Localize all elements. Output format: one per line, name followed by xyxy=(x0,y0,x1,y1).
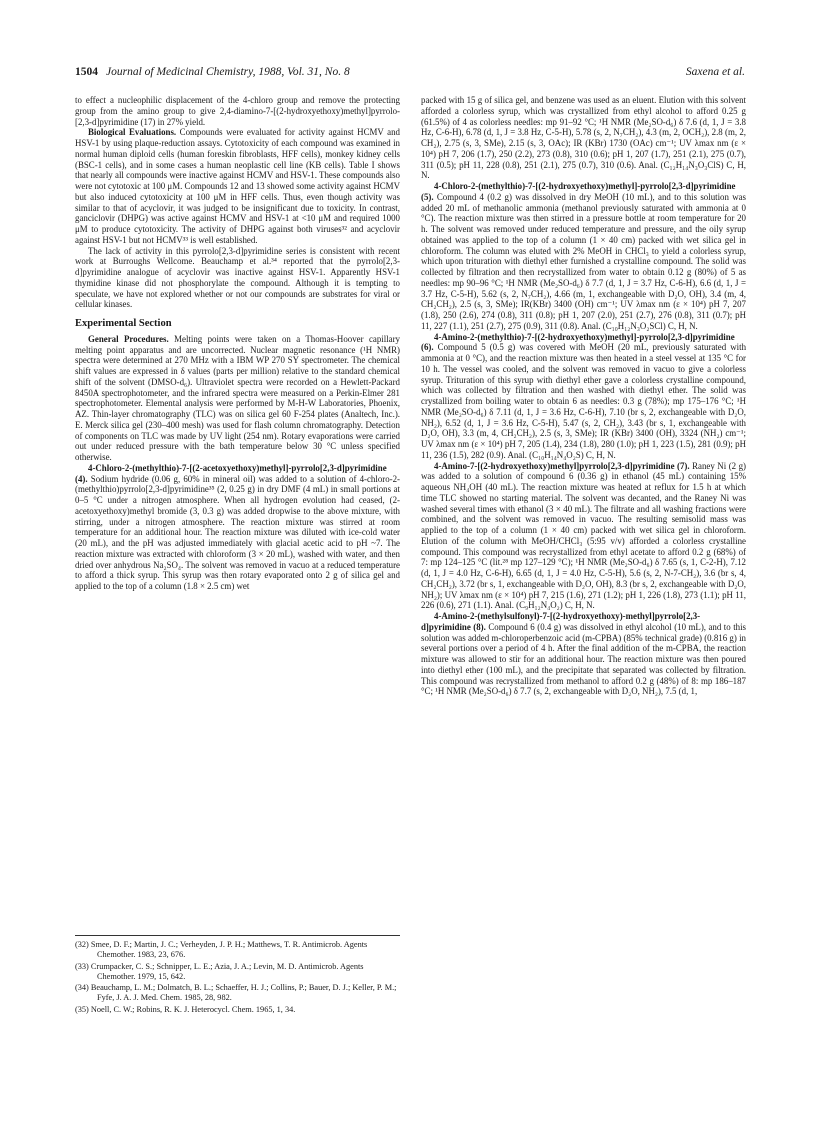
biological-evaluations-paragraph xyxy=(75,127,400,245)
compound-8-title: 4-Amino-2-(methylsulfonyl)-7-[(2-hydroxyethoxy)-methyl]pyrrolo[2,3-d]pyrimidine (8). xyxy=(421,611,701,632)
compound-6-text: Compound 5 (0.5 g) was covered with MeOH (20 mL, previously saturated with ammonia at 0 °C), and the reaction mixture was then heated in a steel vessel at 135 °C for 10 h. The vessel was cooled, and the solvent was removed in vacuo to give a colorless syrup. Trituration of this syrup with diethyl ether gave a colorless crystalline compound, which was collected by filtration and then washed with diethyl ether. The solid was crystallized from boiling water to obtain 6 as needles: 0.3 g (78%); mp 175–176 °C; ¹H NMR (Me₂SO-d₆) δ 7.11 (d, 1, J = 3.6 Hz, C-6-H), 7.10 (br s, 2, exchangeable with D₂O, NH₂), 6.52 (d, 1, J = 3.6 Hz, C-5-H), 5.47 (s, 2, CH₂), 3.43 (br s, 1, exchangeable with D₂O, OH), 3.3 (m, 4, CH₂CH₂), 2.5 (s, 3, SMe); IR (KBr) 3400 (OH), 3324 (NH₂) cm⁻¹; UV λmax nm (ε × 10⁴) pH 7, 205 (1.4), 234 (1.8), 280 (1.0); pH 1, 223 (1.5), 281 (0.9); pH 11, 236 (1.5), 282 (0.9). Anal. (C₁₀H₁₄N₄O₂S) C, H, N. xyxy=(421,342,747,460)
compound-4-paragraph xyxy=(75,463,400,592)
reference-32: (32) Smee, D. F.; Martin, J. C.; Verheyden, J. P. H.; Matthews, T. R. Antimicrob. Agents Chemother. 1983, 23, 676. xyxy=(75,940,368,960)
compound-5-text: Compound 4 (0.2 g) was dissolved in dry MeOH (10 mL), and to this solution was added 20 mL of methanolic ammonia (methanol previously saturated with ammonia at 0 °C). The reaction mixture was then stirred in a pressure bottle at room temperature for 20 h. The solvent was removed under reduced temperature and pressure, and the oily syrup obtained was applied to the top of a column (1 × 40 cm) packed with wet silica gel in chloroform. The column was eluted with 2% MeOH in CHCl₃ to yield a colorless syrup, which upon trituration with diethyl ether furnished a crystalline compound. The solid was collected by filtration and then recrystallized from water to obtain 0.12 g (80%) of 5 as needles: mp 90–96 °C; ¹H NMR (Me₂SO-d₆) δ 7.7 (d, 1, J = 3.7 Hz, C-6-H), 6.6 (d, 1, J = 3.7 Hz, C-5-H), 5.62 (s, 2, N₇CH₂), 4.66 (m, 1, exchangeable with D₂O, OH), 3.4 (m, 4, CH₂CH₂), 2.5 (s, 3, SMe); IR(KBr) 3400 (OH) cm⁻¹; UV λmax nm (ε × 10⁴) pH 7, 207 (1.8), 250 (2.6), 274 (0.8), 311 (0.8); pH 1, 207 (2.0), 251 (2.7), 276 (0.8), 311 (0.7); pH 11, 227 (1.1), 251 (2.7), 275 (0.9), 311 (0.8). Anal. (C₁₀H₁₂N₃O₂SCl) C, H, N. xyxy=(421,191,746,331)
compound-8-paragraph xyxy=(421,611,746,697)
general-procedures-title: General Procedures. xyxy=(88,333,169,344)
compound-7-title: 4-Amino-7-[(2-hydroxyethoxy)methyl]pyrrolo[2,3-d]pyrimidine (7). xyxy=(434,460,690,471)
compound-4-title: 4-Chloro-2-(methylthio)-7-[(2-acetoxyethoxy)methyl]-pyrrolo[2,3-d]pyrimidine (4). xyxy=(75,462,387,484)
compound-4-continued: packed with 15 g of silica gel, and benzene was used as an eluent. Elution with this solvent afforded a colorless syrup, which was crystallized from ethyl alcohol to afford 0.25 g (61.5%) of 4 as colorless needles: mp 91–92 °C; ¹H NMR (Me₂SO-d₆) δ 7.6 (d, 1, J = 3.8 Hz, C-6-H), 6.78 (d, 1, J = 3.8 Hz, C-5-H), 5.78 (s, 2, N₇CH₂), 4.3 (m, 2, OCH₂), 2.8 (m, 2, CH₂), 2.75 (s, 3, SMe), 2.15 (s, 3, OAc); IR (KBr) 1730 (OAc) cm⁻¹; UV λmax nm (ε × 10⁴) pH 7, 206 (1.7), 250 (2.2), 273 (0.8), 310 (0.6); pH 1, 207 (1.7), 251 (2.1), 275 (0.7), 311 (0.5); pH 11, 228 (0.8), 251 (2.1), 275 (0.7), 310 (0.6). Anal. (C₁₂H₁₄N₃O₃ClS) C, H, N. xyxy=(421,95,746,181)
compound-8-text: Compound 6 (0.4 g) was dissolved in ethyl alcohol (10 mL), and to this solution was added m-chloroperbenzoic acid (m-CPBA) (85% technical grade) (0.816 g) in several portions over a period of 4 h. After the final addition of the m-CPBA, the reaction mixture was allowed to stir for an additional hour. The reaction mixture was then poured into diethyl ether (100 mL), and the precipitate that separated was collected by filtration. This compound was recrystallized from methanol to afford 0.2 g (48%) of 8: mp 186–187 °C; ¹H NMR (Me₂SO-d₆) δ 7.7 (s, 2, exchangeable with D₂O, NH₂), 7.5 (d, 1, xyxy=(421,621,747,697)
compound-7-paragraph xyxy=(421,461,746,612)
compound-5-title: 4-Chloro-2-(methylthio)-7-[(2-hydroxyethoxy)methyl]-pyrrolo[2,3-d]pyrimidine (5). xyxy=(421,181,736,202)
general-procedures-paragraph xyxy=(75,334,400,463)
reference-33: (33) Crumpacker, C. S.; Schnipper, L. E.; Azia, J. A.; Levin, M. D. Antimicrob. Agents Chemother. 1979, 15, 642. xyxy=(75,961,364,981)
compound-4-text: Sodium hydride (0.06 g, 60% in mineral oil) was added to a solution of 4-chloro-2-(methylthio)pyrrolo[2,3-d]pyrimidine³⁵ (2, 0.25 g) in dry DMF (4 mL) in small portions at 0–5 °C under a nitrogen atmosphere. When all hydrogen evolution had ceased, (2-acetoxyethoxy)methyl bromide (3, 0.3 g) was added dropwise to the above mixture, with stirring, under a nitrogen atmosphere. The reaction mixture was stirred at room temperature for an additional hour. The reaction mixture was diluted with ice-cold water (20 mL), and the pH was adjusted immediately with glacial acetic acid to pH ~7. The reaction mixture was extracted with chloroform (3 × 20 mL), washed with water, and then dried over anhydrous Na₂SO₄. The solvent was removed in vacuo at a reduced temperature to afford a thick syrup. This syrup was then rotary evaporated onto 2 g of silica gel and applied to the top of a column (1.8 × 2.5 cm) wet xyxy=(75,473,401,591)
right-column xyxy=(421,95,746,697)
compound-6-title: 4-Amino-2-(methylthio)-7-[(2-hydroxyethoxy)methyl]-pyrrolo[2,3-d]pyrimidine (6). xyxy=(421,331,735,353)
biological-evaluations-title: Biological Evaluations. xyxy=(88,127,177,138)
references-footnotes xyxy=(75,935,400,1016)
page-header xyxy=(75,66,745,84)
page-number: 1504 xyxy=(75,66,98,78)
experimental-section-heading: Experimental Section xyxy=(75,318,172,329)
running-authors: Saxena et al. xyxy=(685,66,745,78)
compound-6-paragraph xyxy=(421,332,746,461)
general-procedures-text: Melting points were taken on a Thomas-Hoover capillary melting point apparatus and are uncorrected. Nuclear magnetic resonance (¹H NMR) spectra were determined at 270 MHz with a IBM WP 270 SY spectrometer. The chemical shift values are expressed in δ values (parts per million) relative to the standard chemical shift of the solvent (DMSO-d₆). Ultraviolet spectra were recorded on a Hewlett-Packard 8450A spectrophotometer, and the infrared spectra were measured on a Perkin-Elmer 281 spectrophotometer. Elemental analysis were performed by M-H-W Laboratories, Phoenix, AZ. Thin-layer chromatography (TLC) was on silica gel 60 F-254 plates (Analtech, Inc.). E. Merck silica gel (230–400 mesh) was used for flash column chromatography. Detection of components on TLC was made by UV light (254 nm). Rotary evaporations were carried out under reduced pressure with the bath temperature below 30 °C unless specified otherwise. xyxy=(75,333,400,462)
left-column xyxy=(75,95,400,592)
reference-35: (35) Noell, C. W.; Robins, R. K. J. Heterocycl. Chem. 1965, 1, 34. xyxy=(75,1004,296,1014)
header-left xyxy=(75,66,350,78)
journal-citation: Journal of Medicinal Chemistry, 1988, Vol. 31, No. 8 xyxy=(106,66,350,78)
reference-34: (34) Beauchamp, L. M.; Dolmatch, B. L.; Schaeffer, H. J.; Collins, P.; Bauer, D. J.; Keller, P. M.; Fyfe, J. A. J. Med. Chem. 1985, 28, 982. xyxy=(75,983,397,1003)
compound-5-paragraph xyxy=(421,181,746,332)
biological-evaluations-text: Compounds were evaluated for activity against HCMV and HSV-1 by using plaque-reduction assays. Cytotoxicity of each compound was examined in normal human diploid cells (human foreskin fibroblasts, HFF cells), monkey kidney cells (BSC-1 cells), and in some cases a human neoplastic cell line (KB cells). Table I shows that nearly all compounds were inactive against HCMV and HSV-1. These compounds also were not cytotoxic at 100 μM. Compounds 12 and 13 showed some activity against HCMV but also induced cytotoxicity at 100 μM in HFF cells. Thus, even though activity was similar to that of acyclovir, it was judged to be insignificant due to toxicity. In contrast, ganciclovir (DHPG) was active against HCMV and HSV-1 at <10 μM and required 1000 μM to produce cytotoxicity. The activity of DHPG against both viruses³² and acyclovir against HSV-1 but not HCMV³³ is well established. xyxy=(75,127,400,245)
compound-7-text: Raney Ni (2 g) was added to a solution of compound 6 (0.36 g) in ethanol (45 mL) containing 15% aqueous NH₄OH (40 mL). The reaction mixture was heated at reflux for 1.5 h at which time TLC showed no starting material. The solvent was decanted, and the Raney Ni was washed several times with ethanol (3 × 40 mL). The filtrate and all washing fractions were combined, and the solvent was removed in vacuo. The resulting semisolid mass was applied to the top of a column (1 × 40 cm) packed with wet silica gel in chloroform. Elution of the column with MeOH/CHCl₃ (5:95 v/v) afforded a colorless crystalline compound. This compound was recrystallized from ethyl acetate to afford 0.2 g (68%) of 7: mp 124–125 °C (lit.²⁸ mp 127–129 °C); ¹H NMR (Me₂SO-d₆) δ 7.65 (s, 1, C-2-H), 7.12 (d, 1, J = 4.0 Hz, C-6-H), 6.65 (d, 1, J = 4.0 Hz, C-5-H), 5.6 (s, 2, N-7-CH₂), 3.6 (br s, 4, CH₂CH₂), 3.72 (br s, 1, exchangeable with D₂O, OH), 8.3 (br s, 2, exchangeable with D₂O, NH₂); UV λmax nm (ε × 10⁴) pH 7, 215 (1.6), 271 (1.2); pH 1, 226 (1.8), 273 (1.1); pH 11, 226 (0.6), 271 (1.1). Anal. (C₉H₁₂N₄O₂) C, H, N. xyxy=(421,460,746,611)
lack-of-activity-paragraph: The lack of activity in this pyrrolo[2,3-d]pyrimidine series is consistent with recent work at Burroughs Wellcome. Beauchamp et al.³⁴ reported that the pyrrolo[2,3-d]pyrimidine analogue of acyclovir was inactive against HSV-1. Apparently HSV-1 thymidine kinase did not phosphorylate the compound. Although it is tempting to speculate, we have not explored whether or not our compounds are substrates for viral or cellular kinases. xyxy=(75,245,400,310)
intro-paragraph: to effect a nucleophilic displacement of the 4-chloro group and remove the protecting group from the amino group to give 2,4-diamino-7-[(2-hydroxyethoxy)methyl]pyrrolo-[2,3-d]pyrimidine (17) in 27% yield. xyxy=(75,95,400,127)
